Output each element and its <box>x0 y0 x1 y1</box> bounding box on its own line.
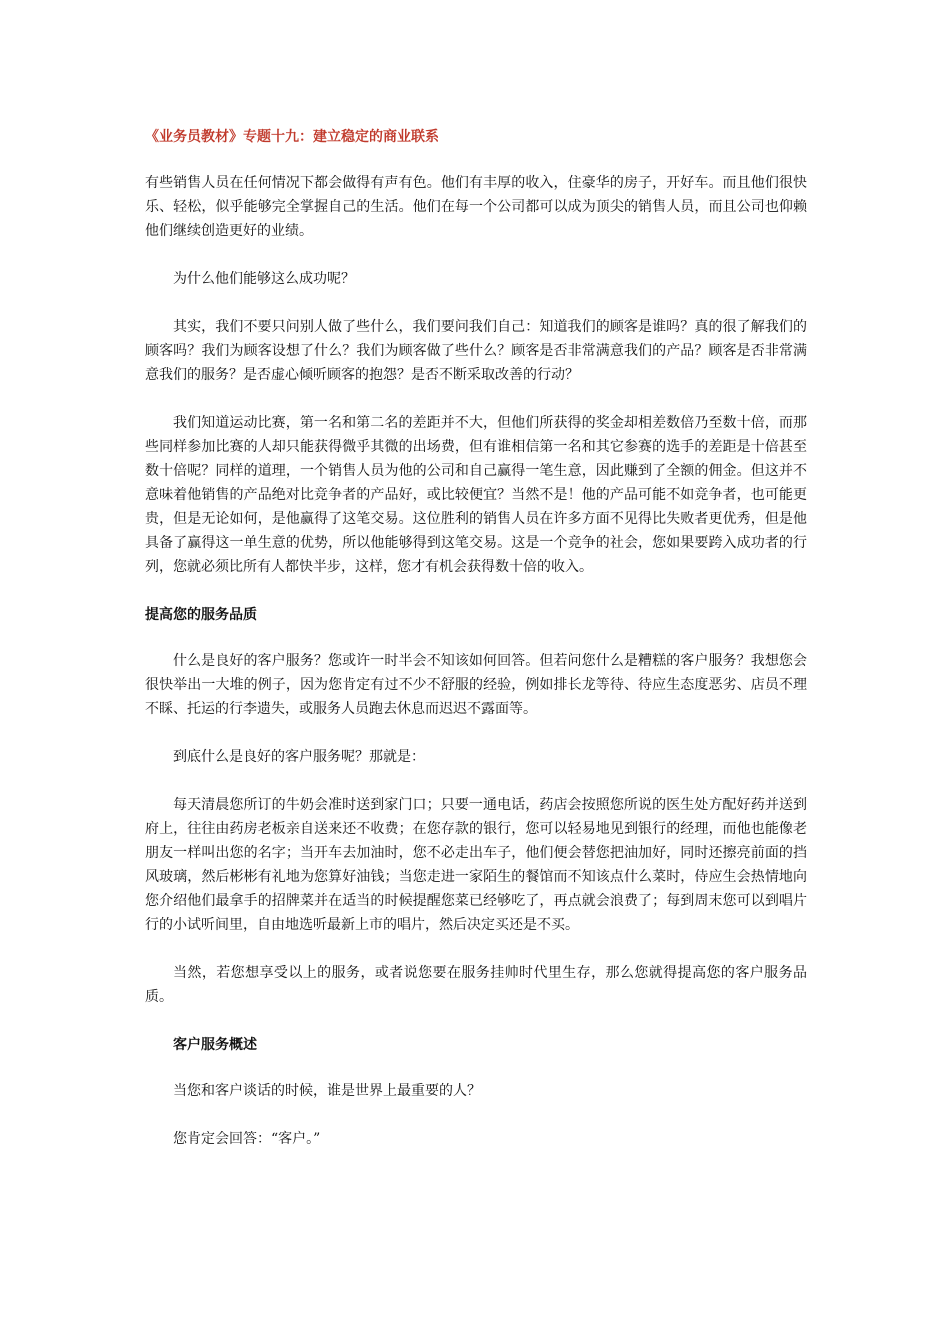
self-reflection-paragraph: 其实，我们不要只问别人做了些什么，我们要问我们自己：知道我们的顾客是谁吗？真的很了解我们的顾客吗？我们为顾客设想了什么？我们为顾客做了些什么？顾客是否非常满意我们的产品？顾客是否非常满意我们的服务？是否虚心倾听顾客的抱怨？是否不断采取改善的行动？ <box>145 319 807 383</box>
conclusion-paragraph: 当然，若您想享受以上的服务，或者说您要在服务挂帅时代里生存，那么您就得提高您的客户服务品质。 <box>145 965 807 1005</box>
section-heading-service-overview: 客户服务概述 <box>173 1037 257 1053</box>
section-heading-service-quality: 提高您的服务品质 <box>145 607 257 623</box>
definition-paragraph: 到底什么是良好的客户服务呢？那就是： <box>173 749 425 765</box>
examples-paragraph: 每天清晨您所订的牛奶会准时送到家门口；只要一通电话，药店会按照您所说的医生处方配好药并送到府上，往往由药房老板亲自送来还不收费；在您存款的银行，您可以轻易地见到银行的经理，而他也能像老朋友一样叫出您的名字；当开车去加油时，您不必走出车子，他们便会替您把油加好，同时还擦亮前面的挡风玻璃，然后彬彬有礼地为您算好油钱；当您走进一家陌生的餐馆而不知该点什么菜时，侍应生会热情地向您介绍他们最拿手的招牌菜并在适当的时候提醒您菜已经够吃了，再点就会浪费了；每到周末您可以到唱片行的小试听间里，自由地选听最新上市的唱片，然后决定买还是不买。 <box>145 797 807 933</box>
document-title: 《业务员教材》专题十九：建立稳定的商业联系 <box>145 129 439 145</box>
document-body <box>145 125 807 1151</box>
important-person-paragraph: 当您和客户谈话的时候，谁是世界上最重要的人？ <box>173 1083 481 1099</box>
intro-paragraph: 有些销售人员在任何情况下都会做得有声有色。他们有丰厚的收入，住豪华的房子，开好车。而且他们很快乐、轻松，似乎能够完全掌握自己的生活。他们在每一个公司都可以成为顶尖的销售人员，而且公司也仰赖他们继续创造更好的业绩。 <box>145 175 807 239</box>
question-paragraph: 为什么他们能够这么成功呢？ <box>173 271 355 287</box>
competition-paragraph: 我们知道运动比赛，第一名和第二名的差距并不大，但他们所获得的奖金却相差数倍乃至数十倍，而那些同样参加比赛的人却只能获得微乎其微的出场费，但有谁相信第一名和其它参赛的选手的差距是十倍甚至数十倍呢？同样的道理，一个销售人员为他的公司和自己赢得一笔生意，因此赚到了全额的佣金。但这并不意味着他销售的产品绝对比竞争者的产品好，或比较便宜？当然不是！他的产品可能不如竞争者，也可能更贵，但是无论如何，是他赢得了这笔交易。这位胜利的销售人员在许多方面不见得比失败者更优秀，但是他具备了赢得这一单生意的优势，所以他能够得到这笔交易。这是一个竞争的社会，您如果要跨入成功者的行列，您就必须比所有人都快半步，这样，您才有机会获得数十倍的收入。 <box>145 415 807 575</box>
answer-paragraph: 您肯定会回答：“客户。” <box>173 1131 321 1147</box>
good-service-paragraph: 什么是良好的客户服务？您或许一时半会不知该如何回答。但若问您什么是糟糕的客户服务？我想您会很快举出一大堆的例子，因为您肯定有过不少不舒服的经验，例如排长龙等待、待应生态度恶劣、店员不理不睬、托运的行李遗失，或服务人员跑去休息而迟迟不露面等。 <box>145 653 807 717</box>
